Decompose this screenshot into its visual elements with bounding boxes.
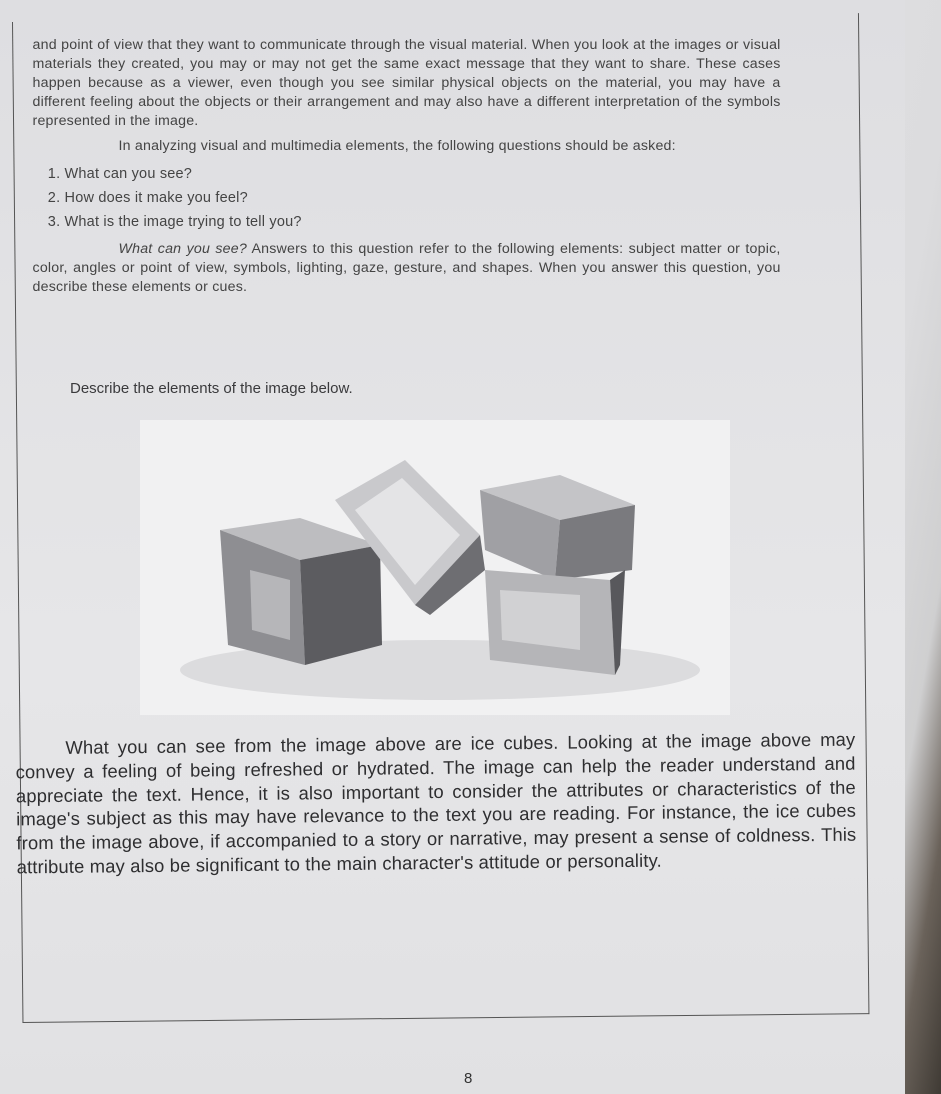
ice-cubes-illustration [140, 420, 730, 715]
analyzing-paragraph: In analyzing visual and multimedia elements, the following questions should be asked: [118, 137, 676, 154]
what-see-text: Answers to this question refer to the following elements: subject matter or topic, color, angles or point of view, symbols, lighting, gaze, gesture, and shapes. When you answer this question, you describe these elements or cues. [32, 240, 781, 295]
upper-section [33, 36, 781, 297]
describe-prompt: Describe the elements of the image below. [70, 380, 353, 397]
intro-paragraph: and point of view that they want to communicate through the visual material. When you look at the images or visual materials they created, you may or may not get the same exact message that they want to share. These cases happen because as a viewer, even though you see similar physical objects on the material, you may have a different feeling about the objects or their arrangement and may also have a different interpretation of the symbols represented in the image. [32, 36, 781, 129]
question-list [45, 164, 781, 232]
ice-cubes-image [140, 420, 730, 715]
explanation-section [15, 728, 856, 880]
ice-cube-left [220, 518, 382, 665]
question-item: 2. How does it make you feel? [65, 188, 781, 208]
page-number: 8 [464, 1070, 473, 1087]
question-item: 1. What can you see? [65, 164, 781, 184]
question-item: 3. What is the image trying to tell you? [65, 212, 781, 232]
explanation-paragraph: What you can see from the image above are ice cubes. Looking at the image above may convey a feeling of being refreshed or hydrated. The image can help the reader understand and appreciate the text. Hence, it is also important to consider the attributes or characteristics of the image's subject as this may have relevance to the text you are reading. For instance, the ice cubes from the image above, if accompanied to a story or narrative, may present a sense of coldness. This attribute may also be significant to the main character's attitude or personality. [15, 728, 857, 878]
ice-cube-right [480, 475, 635, 675]
what-see-lead: What can you see? [118, 240, 247, 257]
what-see-paragraph [33, 240, 781, 297]
